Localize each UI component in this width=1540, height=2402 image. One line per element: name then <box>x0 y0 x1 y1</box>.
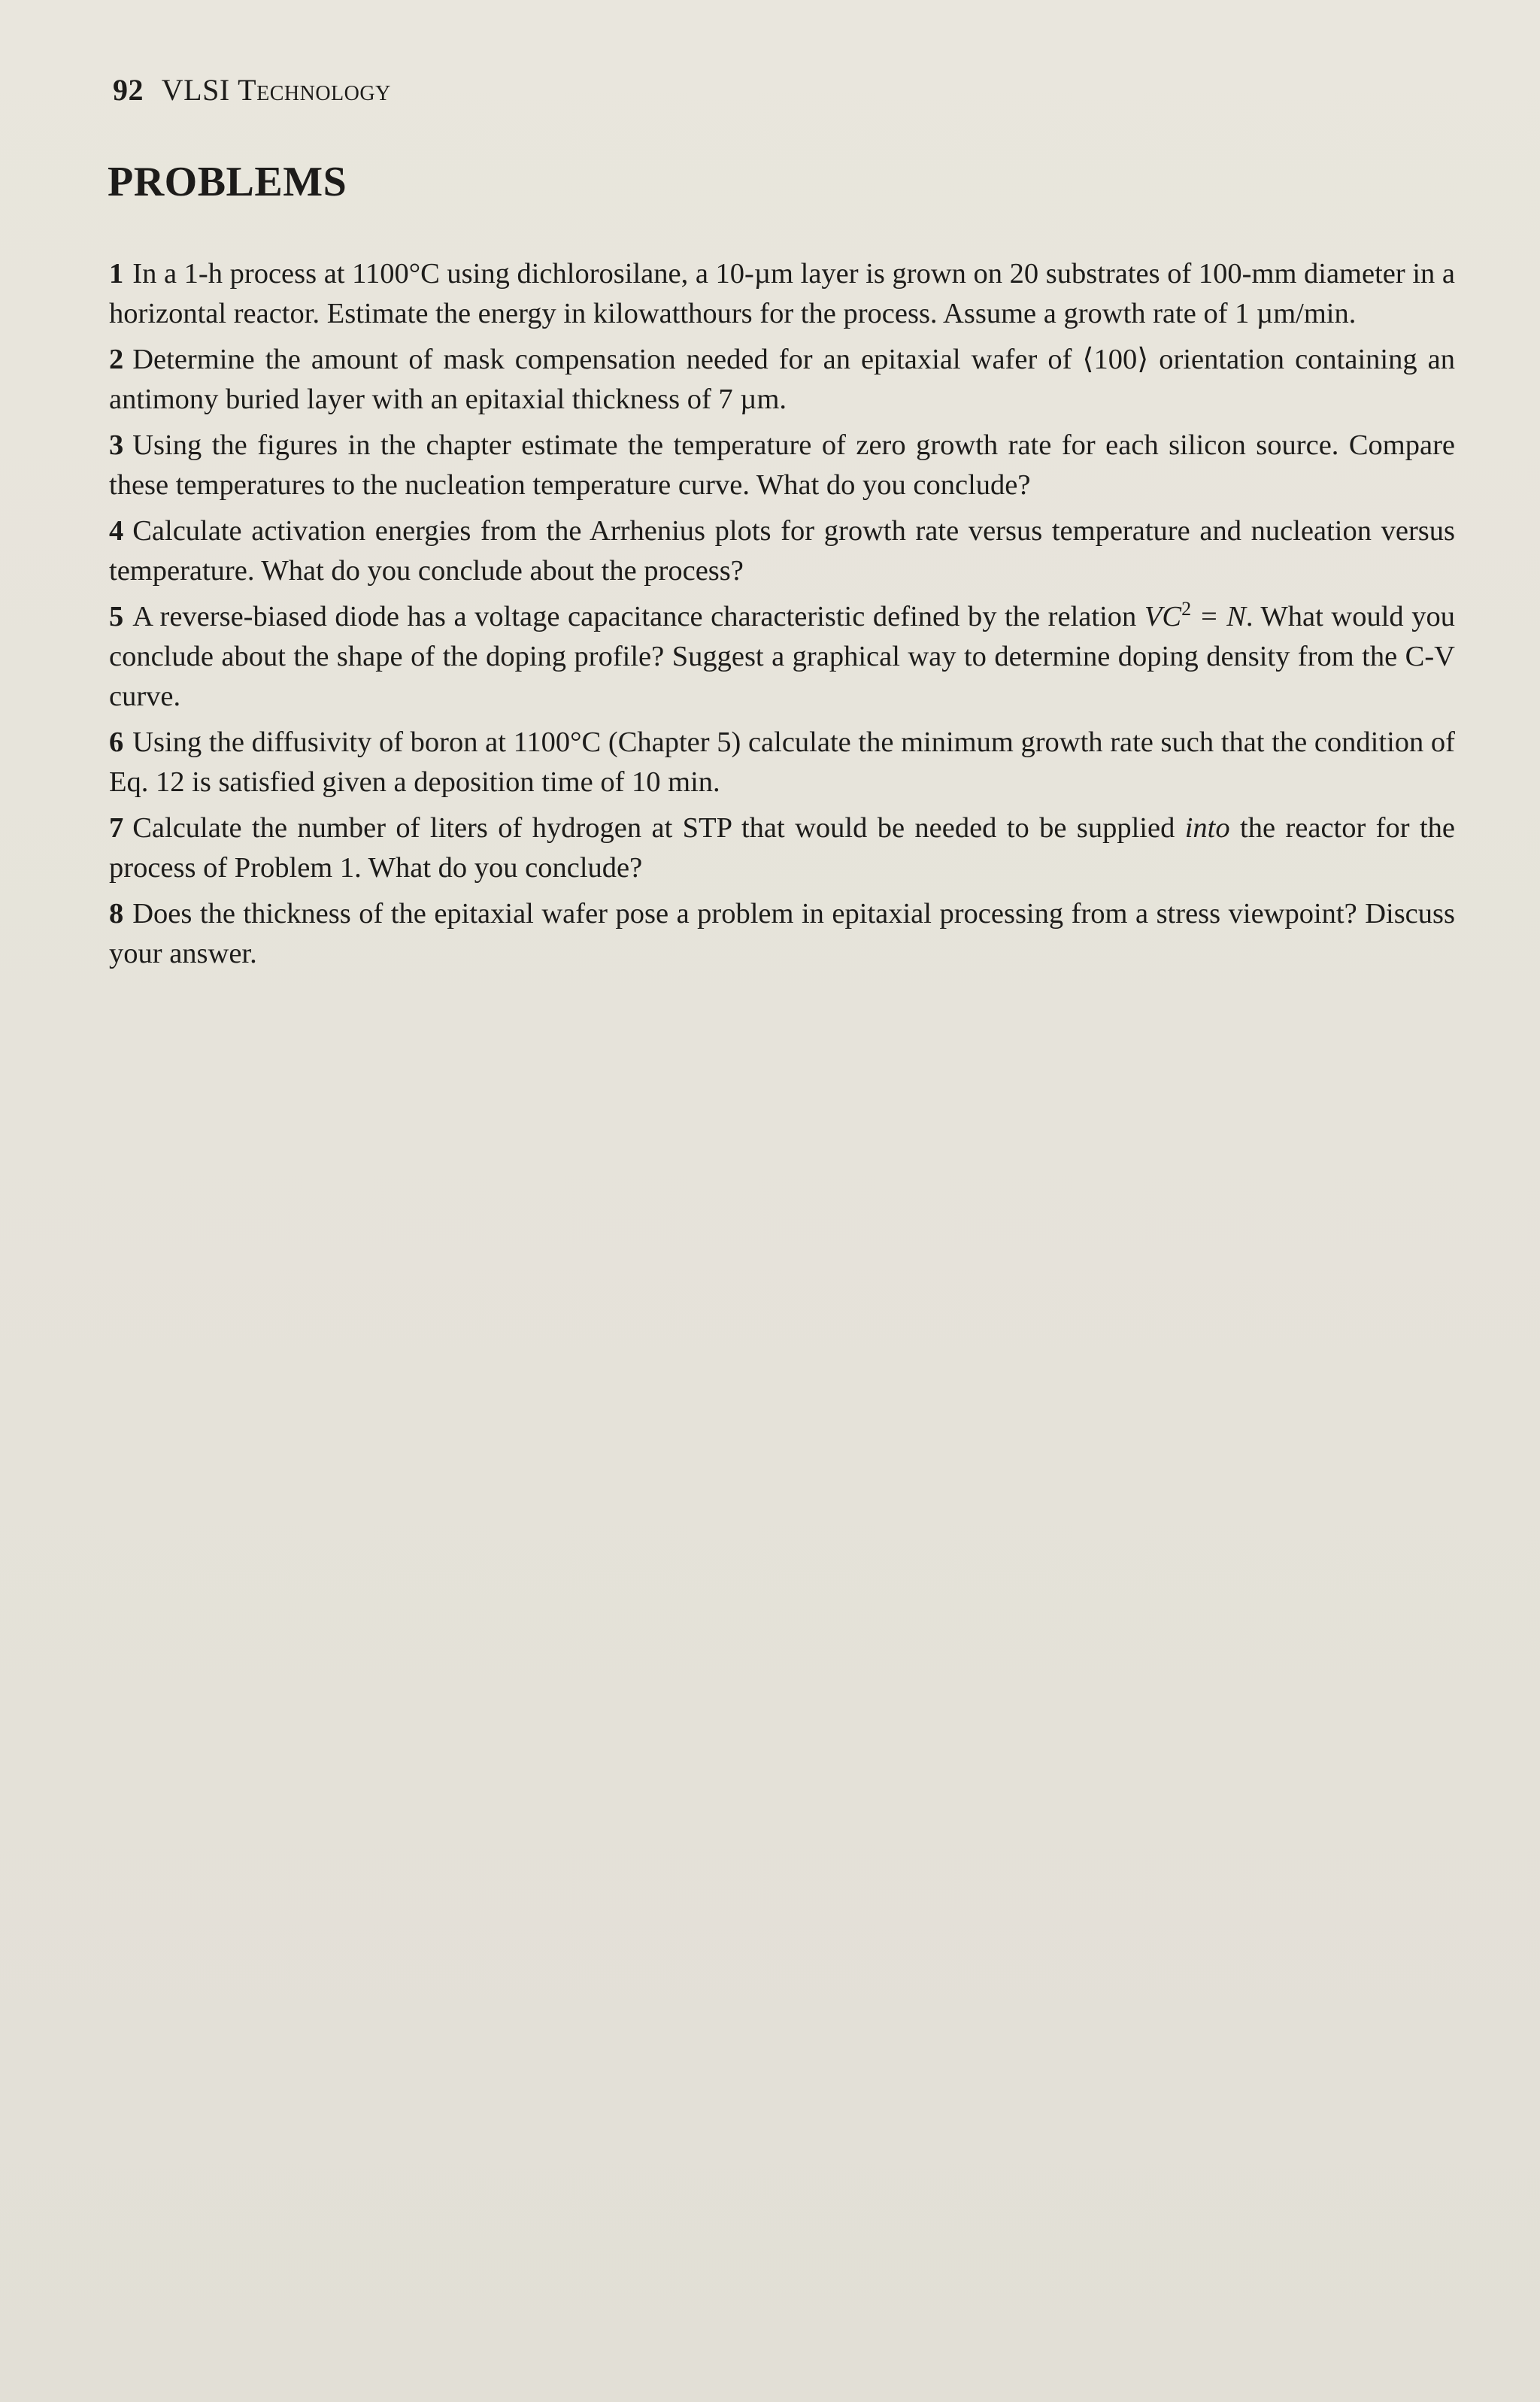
problem-text-before: A reverse-biased diode has a voltage capacitance characteristic defined by the relation <box>132 601 1144 632</box>
problem-6 <box>109 723 1455 802</box>
formula-lhs: VC <box>1144 601 1182 632</box>
problem-8 <box>109 894 1455 974</box>
book-title-rest: Technology <box>238 73 391 107</box>
problem-text: Calculate activation energies from the Arrhenius plots for growth rate versus temperature and nucleation versus temperature. What do you conclude about the process? <box>109 515 1455 587</box>
problem-text-after: . What would you conclude about the shape of the doping profile? Suggest a graphical way to determine doping density from the C-V curve. <box>109 601 1455 712</box>
problem-text-emphasis: into <box>1184 812 1230 844</box>
problem-number: 1 <box>109 258 124 290</box>
problem-number: 7 <box>109 812 124 844</box>
problem-text: In a 1-h process at 1100°C using dichlorosilane, a 10-µm layer is grown on 20 substrates of 100-mm diameter in a horizontal reactor. Estimate the energy in kilowatthours for the process. Assume a growth rate of 1 µm/min. <box>109 258 1455 329</box>
problem-7 <box>109 808 1455 888</box>
problem-text-after: the reactor for the process of Problem 1. What do you conclude? <box>109 812 1455 884</box>
problem-2 <box>109 340 1455 420</box>
book-title-prefix: VLSI <box>161 73 230 107</box>
problem-text: Determine the amount of mask compensation needed for an epitaxial wafer of ⟨100⟩ orientation containing an antimony buried layer with an epitaxial thickness of 7 µm. <box>109 344 1455 415</box>
problem-number: 6 <box>109 726 124 758</box>
problem-number: 2 <box>109 344 124 375</box>
problem-text-before: Calculate the number of liters of hydrogen at STP that would be needed to be supplied <box>132 812 1185 844</box>
problem-number: 8 <box>109 898 124 930</box>
running-head <box>113 72 391 108</box>
problem-text: Using the diffusivity of boron at 1100°C (Chapter 5) calculate the minimum growth rate such that the condition of Eq. 12 is satisfied given a deposition time of 10 min. <box>109 726 1455 798</box>
formula-rest: = N <box>1191 601 1246 632</box>
problem-list <box>109 254 1455 980</box>
page-number: 92 <box>113 73 144 107</box>
problem-3 <box>109 426 1455 505</box>
formula-exponent: 2 <box>1181 598 1192 620</box>
problem-number: 4 <box>109 515 124 547</box>
section-title: PROBLEMS <box>108 159 347 205</box>
problem-text: Does the thickness of the epitaxial wafer pose a problem in epitaxial processing from a stress viewpoint? Discuss your answer. <box>109 898 1455 969</box>
problem-4 <box>109 511 1455 591</box>
problem-number: 5 <box>109 601 124 632</box>
problem-5 <box>109 597 1455 717</box>
problem-number: 3 <box>109 429 124 461</box>
problem-1 <box>109 254 1455 334</box>
problem-text: Using the figures in the chapter estimate the temperature of zero growth rate for each silicon source. Compare these temperatures to the nucleation temperature curve. What do you conclude? <box>109 429 1455 501</box>
